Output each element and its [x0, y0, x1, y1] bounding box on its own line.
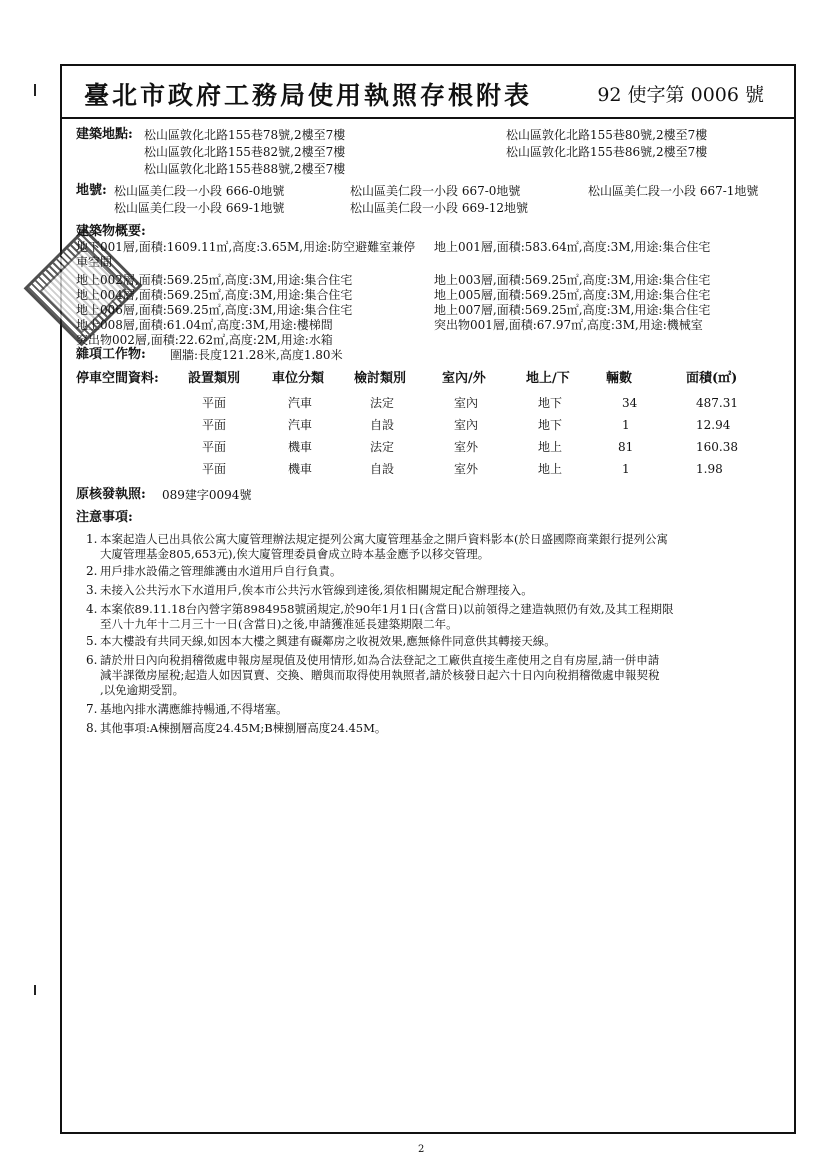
lots-label: 地號:	[76, 183, 107, 198]
parking-cell: 機車	[288, 440, 313, 454]
parking-cell: 160.38	[696, 440, 738, 454]
punch-mark-top	[34, 84, 36, 96]
lot-1: 松山區美仁段一小段 666-0地號	[114, 184, 285, 198]
note-number: 4.	[86, 602, 98, 616]
parking-cell: 法定	[370, 396, 395, 410]
note-line: 減半課徵房屋稅;起造人如因買賣、交換、贈與而取得使用執照者,請於核發日起六十日內向稅捐稽徵處申報契稅	[100, 668, 660, 682]
note-number: 8.	[86, 721, 98, 735]
note-line: 用戶排水設備之管理維護由水道用戶自行負責。	[100, 564, 342, 578]
building-line: 地上008層,面積:61.04㎡,高度:3M,用途:樓梯間	[76, 318, 333, 332]
building-label: 建築物概要:	[76, 224, 146, 239]
building-line: 車空間	[76, 255, 113, 269]
note-line: 本案起造人已出具依公寓大廈管理辦法規定提列公寓大廈管理基金之開戶資料影本(於日盛國際商業銀行提列公寓	[100, 532, 668, 546]
parking-cell: 自設	[370, 462, 395, 476]
parking-cell: 34	[622, 396, 638, 410]
lot-5: 松山區美仁段一小段 669-12地號	[350, 201, 529, 215]
punch-mark-bottom	[34, 985, 36, 995]
parking-cell: 室內	[454, 396, 479, 410]
note-line: 至八十九年十二月三十一日(含當日)之後,申請獲准延長建築期限二年。	[100, 617, 458, 631]
parking-header: 檢討類別	[354, 371, 407, 386]
parking-label: 停車空間資料:	[76, 371, 159, 386]
note-number: 7.	[86, 702, 98, 716]
parking-cell: 1	[622, 462, 630, 476]
parking-cell: 地下	[538, 396, 563, 410]
building-line: 突出物002層,面積:22.62㎡,高度:2M,用途:水箱	[76, 333, 333, 347]
building-line: 突出物001層,面積:67.97㎡,高度:3M,用途:機械室	[434, 318, 703, 332]
parking-cell: 地上	[538, 440, 563, 454]
note-line: ,以免逾期受罰。	[100, 683, 185, 697]
building-line: 地上003層,面積:569.25㎡,高度:3M,用途:集合住宅	[434, 273, 711, 287]
parking-cell: 室外	[454, 462, 479, 476]
parking-header: 車位分類	[272, 371, 325, 386]
parking-cell: 自設	[370, 418, 395, 432]
notes-label: 注意事項:	[76, 510, 133, 525]
site-address-2: 松山區敦化北路155巷80號,2樓至7樓	[506, 128, 708, 142]
permit-number: 92 使字第 0006 號	[597, 84, 764, 106]
parking-cell: 地上	[538, 462, 563, 476]
building-line: 地上005層,面積:569.25㎡,高度:3M,用途:集合住宅	[434, 288, 711, 302]
lot-3: 松山區美仁段一小段 667-1地號	[588, 184, 759, 198]
building-line: 地上006層,面積:569.25㎡,高度:3M,用途:集合住宅	[76, 303, 353, 317]
parking-cell: 12.94	[696, 418, 731, 432]
parking-cell: 汽車	[288, 396, 313, 410]
building-line: 地下001層,面積:1609.11㎡,高度:3.65M,用途:防空避難室兼停	[76, 240, 416, 254]
original-license-value: 089建字0094號	[162, 488, 252, 502]
note-number: 2.	[86, 564, 98, 578]
note-line: 未接入公共污水下水道用戶,俟本市公共污水管線到達後,須依相關規定配合辦理接入。	[100, 583, 533, 597]
site-address-3: 松山區敦化北路155巷82號,2樓至7樓	[144, 145, 346, 159]
site-address-4: 松山區敦化北路155巷86號,2樓至7樓	[506, 145, 708, 159]
building-line: 地上001層,面積:583.64㎡,高度:3M,用途:集合住宅	[434, 240, 711, 254]
note-line: 請於卅日內向稅捐稽徵處申報房屋現值及使用情形,如為合法登記之工廠供直接生產使用之自有房屋,請一併申請	[100, 653, 660, 667]
document-title: 臺北市政府工務局使用執照存根附表	[84, 81, 533, 110]
parking-cell: 81	[618, 440, 634, 454]
parking-header: 室內/外	[442, 371, 486, 386]
note-number: 3.	[86, 583, 98, 597]
parking-cell: 平面	[202, 462, 227, 476]
parking-cell: 1.98	[696, 462, 723, 476]
note-line: 基地內排水溝應維持暢通,不得堵塞。	[100, 702, 288, 716]
parking-header: 輛數	[606, 371, 633, 386]
parking-cell: 平面	[202, 440, 227, 454]
original-license-label: 原核發執照:	[76, 487, 146, 502]
parking-cell: 487.31	[696, 396, 738, 410]
document-frame	[60, 64, 796, 1134]
document-header	[62, 66, 794, 119]
misc-value: 圍牆:長度121.28米,高度1.80米	[170, 348, 343, 362]
parking-cell: 平面	[202, 418, 227, 432]
page-number: 2	[418, 1144, 425, 1155]
note-number: 6.	[86, 653, 98, 667]
parking-cell: 1	[622, 418, 630, 432]
parking-cell: 機車	[288, 462, 313, 476]
parking-cell: 平面	[202, 396, 227, 410]
note-line: 本案依89.11.18台內營字第8984958號函規定,於90年1月1日(含當日)以前領得之建造執照仍有效,及其工程期限	[100, 602, 674, 616]
note-line: 本大樓設有共同天線,如因本大樓之興建有礙鄰房之收視效果,應無條件同意供其轉接天線。	[100, 634, 556, 648]
parking-header: 地上/下	[526, 371, 570, 386]
building-line: 地上004層,面積:569.25㎡,高度:3M,用途:集合住宅	[76, 288, 353, 302]
building-line: 地上007層,面積:569.25㎡,高度:3M,用途:集合住宅	[434, 303, 711, 317]
note-number: 1.	[86, 532, 98, 546]
misc-label: 雜項工作物:	[76, 347, 146, 362]
parking-cell: 室外	[454, 440, 479, 454]
parking-cell: 汽車	[288, 418, 313, 432]
note-number: 5.	[86, 634, 98, 648]
lot-2: 松山區美仁段一小段 667-0地號	[350, 184, 521, 198]
parking-cell: 法定	[370, 440, 395, 454]
site-address-5: 松山區敦化北路155巷88號,2樓至7樓	[144, 162, 346, 176]
site-label: 建築地點:	[76, 127, 133, 142]
parking-header: 面積(㎡)	[686, 371, 738, 386]
site-address-1: 松山區敦化北路155巷78號,2樓至7樓	[144, 128, 346, 142]
parking-header: 設置類別	[188, 371, 241, 386]
note-line: 其他事項:A棟捌層高度24.45M;B棟捌層高度24.45M。	[100, 721, 387, 735]
parking-cell: 室內	[454, 418, 479, 432]
building-line: 地上002層,面積:569.25㎡,高度:3M,用途:集合住宅	[76, 273, 353, 287]
note-line: 大廈管理基金805,653元),俟大廈管理委員會成立時本基金應予以移交管理。	[100, 547, 490, 561]
lot-4: 松山區美仁段一小段 669-1地號	[114, 201, 285, 215]
parking-cell: 地下	[538, 418, 563, 432]
